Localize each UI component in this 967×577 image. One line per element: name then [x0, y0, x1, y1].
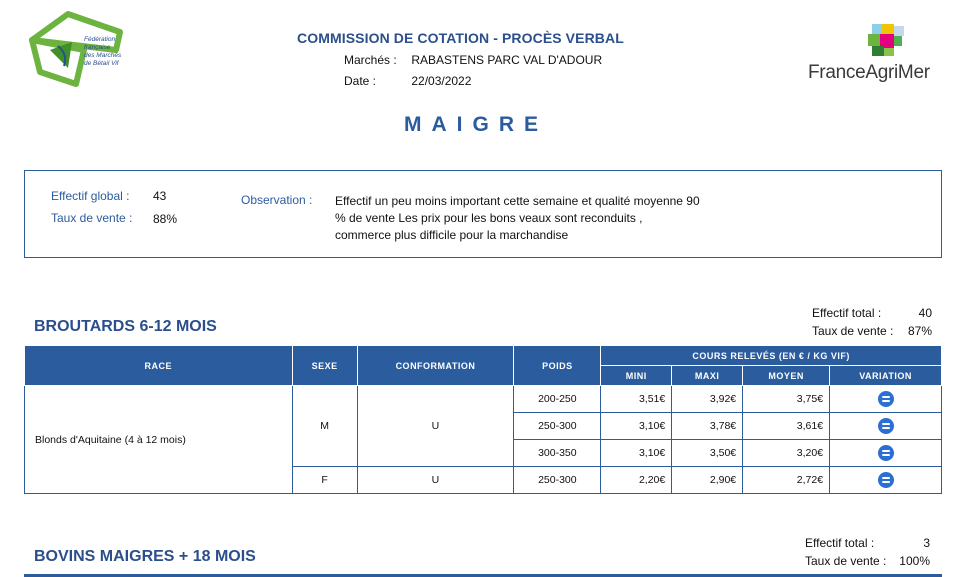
- taux-vente-section-value: 87%: [907, 324, 932, 338]
- logo-text-line: des Marchés: [84, 52, 122, 59]
- header-race: RACE: [25, 346, 293, 386]
- header-sexe: SEXE: [292, 346, 357, 386]
- effectif-total-value: 3: [923, 536, 930, 550]
- poids-cell: 250-300: [514, 467, 601, 494]
- effectif-global: [51, 189, 130, 203]
- marches-row: [344, 53, 602, 67]
- taux-vente-value-text: 88%: [153, 212, 178, 226]
- table-header-row: [25, 346, 942, 366]
- equal-icon: [878, 472, 894, 488]
- page-title: MAIGRE: [404, 113, 548, 136]
- effectif-total-row: [812, 306, 932, 324]
- marches-label: Marchés :: [344, 53, 397, 67]
- section-stats-bovins-maigres: [805, 536, 930, 572]
- observation-text: [335, 193, 755, 244]
- header-variation: VARIATION: [830, 366, 942, 386]
- observation-label-text: Observation :: [241, 193, 313, 207]
- date-label: Date :: [344, 74, 377, 88]
- moyen-cell: 3,75€: [743, 386, 830, 413]
- franceagrimer-logo-icon: [806, 24, 946, 64]
- equal-icon: [878, 418, 894, 434]
- variation-cell: [830, 467, 942, 494]
- logo-text-line: de Bétail Vif: [84, 60, 119, 67]
- section-title-broutards: BROUTARDS 6-12 MOIS: [34, 318, 217, 335]
- mini-cell: 3,51€: [601, 386, 672, 413]
- maxi-cell: 3,50€: [672, 440, 743, 467]
- mini-cell: 3,10€: [601, 440, 672, 467]
- effectif-global-value: [153, 189, 166, 203]
- section-stats-broutards: [812, 306, 932, 342]
- header-moyen: MOYEN: [743, 366, 830, 386]
- header-maxi: MAXI: [672, 366, 743, 386]
- header-cours: COURS RELEVÉS (EN € / KG VIF): [601, 346, 942, 366]
- variation-cell: [830, 413, 942, 440]
- taux-vente: [51, 211, 132, 225]
- taux-vente-section-label: Taux de vente :: [805, 554, 887, 568]
- moyen-cell: 3,20€: [743, 440, 830, 467]
- logo-text-line: française: [84, 44, 111, 51]
- taux-vente-section-label: Taux de vente :: [812, 324, 894, 338]
- conformation-cell: U: [357, 386, 514, 467]
- sexe-cell: M: [292, 386, 357, 467]
- taux-vente-row: [812, 324, 932, 342]
- maxi-cell: 3,78€: [672, 413, 743, 440]
- header-poids: POIDS: [514, 346, 601, 386]
- moyen-cell: 3,61€: [743, 413, 830, 440]
- poids-cell: 250-300: [514, 413, 601, 440]
- header-conformation: CONFORMATION: [357, 346, 514, 386]
- observation-line: Effectif un peu moins important cette semaine et qualité moyenne 90: [335, 194, 700, 208]
- maxi-cell: 2,90€: [672, 467, 743, 494]
- cotation-table: [24, 345, 942, 494]
- poids-cell: 200-250: [514, 386, 601, 413]
- summary-box: [24, 170, 942, 258]
- franceagrimer-logo-text: FranceAgriMer: [808, 62, 930, 83]
- observation-line: commerce plus difficile pour la marchandise: [335, 228, 569, 242]
- race-cell: Blonds d'Aquitaine (4 à 12 mois): [25, 386, 293, 494]
- logo-text-line: Fédération: [84, 36, 116, 43]
- effectif-global-value-text: 43: [153, 189, 167, 203]
- ffmbv-logo-text: [84, 36, 121, 68]
- poids-cell: 300-350: [514, 440, 601, 467]
- date-value: 22/03/2022: [411, 74, 472, 88]
- maxi-cell: 3,92€: [672, 386, 743, 413]
- document-title: COMMISSION DE COTATION - PROCÈS VERBAL: [297, 30, 624, 46]
- variation-cell: [830, 386, 942, 413]
- marches-value: RABASTENS PARC VAL D'ADOUR: [411, 53, 603, 67]
- observation-label: [241, 193, 312, 207]
- equal-icon: [878, 391, 894, 407]
- sexe-cell: F: [292, 467, 357, 494]
- variation-cell: [830, 440, 942, 467]
- effectif-total-label: Effectif total :: [805, 536, 875, 550]
- effectif-total-row: [805, 536, 930, 554]
- table-row: [25, 386, 942, 413]
- header-mini: MINI: [601, 366, 672, 386]
- taux-vente-section-value: 100%: [899, 554, 930, 568]
- taux-vente-label: Taux de vente :: [51, 211, 133, 225]
- effectif-global-label: Effectif global :: [51, 189, 130, 203]
- effectif-total-value: 40: [918, 306, 932, 320]
- conformation-cell: U: [357, 467, 514, 494]
- date-row: [344, 74, 471, 88]
- section-title-bovins-maigres: BOVINS MAIGRES + 18 MOIS: [34, 548, 256, 565]
- observation-line: % de vente Les prix pour les bons veaux sont reconduits ,: [335, 211, 643, 225]
- ffmbv-logo: [28, 10, 148, 90]
- equal-icon: [878, 445, 894, 461]
- mini-cell: 2,20€: [601, 467, 672, 494]
- effectif-total-label: Effectif total :: [812, 306, 882, 320]
- taux-vente-row: [805, 554, 930, 572]
- franceagrimer-logo: [806, 24, 946, 88]
- moyen-cell: 2,72€: [743, 467, 830, 494]
- mini-cell: 3,10€: [601, 413, 672, 440]
- taux-vente-value: [153, 212, 177, 226]
